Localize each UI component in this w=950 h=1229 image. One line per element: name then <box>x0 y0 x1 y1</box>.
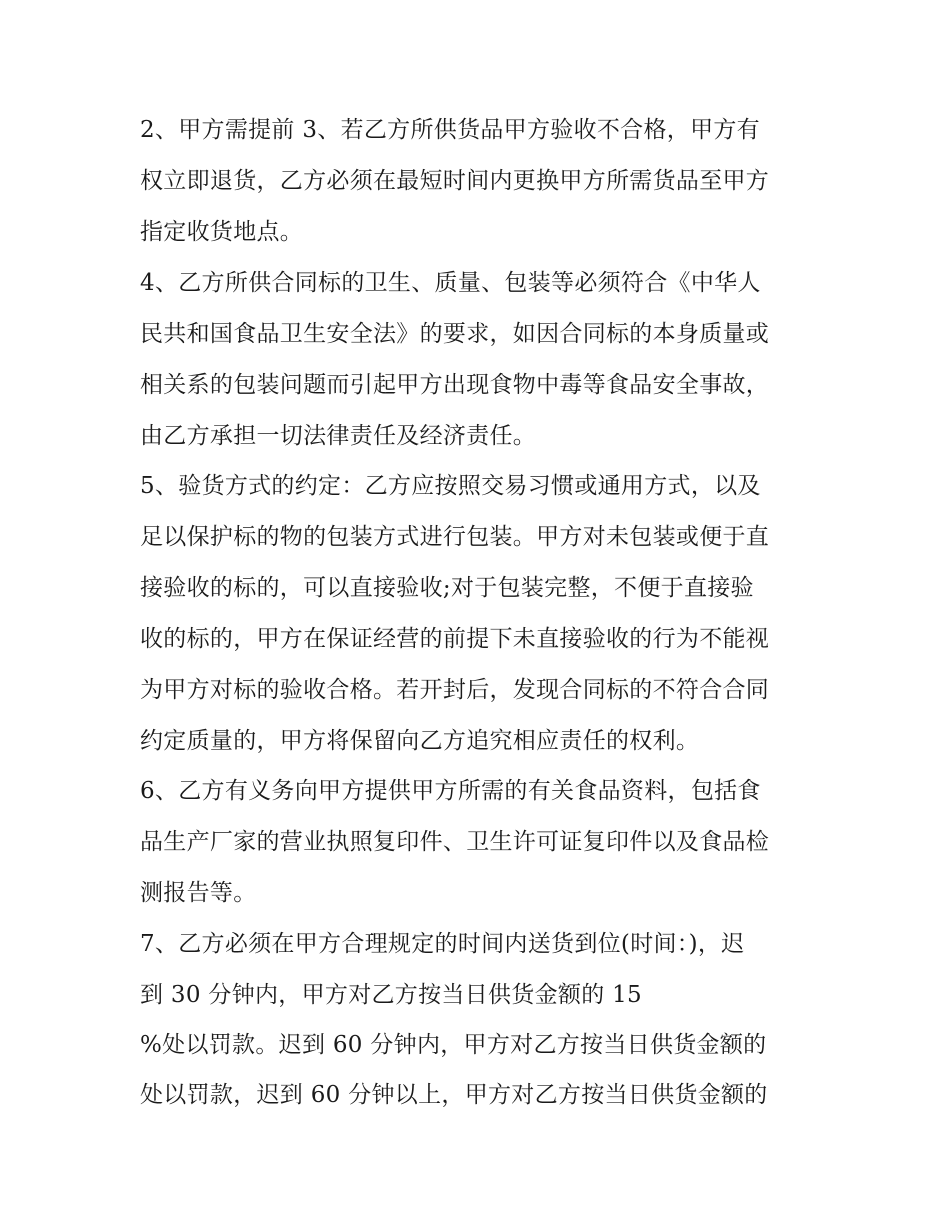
text-line: 相关系的包装问题而引起甲方出现食物中毒等食品安全事故， <box>140 372 770 398</box>
text-line: 2、甲方需提前 3、若乙方所供货品甲方验收不合格，甲方有 <box>140 117 760 143</box>
text-line: 权立即退货，乙方必须在最短时间内更换甲方所需货品至甲方 <box>140 168 770 194</box>
text-line: 5、验货方式的约定：乙方应按照交易习惯或通用方式，以及 <box>140 473 761 499</box>
text-line: 民共和国食品卫生安全法》的要求，如因合同标的本身质量或 <box>140 321 770 347</box>
text-line: 6、乙方有义务向甲方提供甲方所需的有关食品资料，包括食 <box>140 778 761 804</box>
text-line: 由乙方承担一切法律责任及经济责任。 <box>140 423 537 449</box>
text-line: 品生产厂家的营业执照复印件、卫生许可证复印件以及食品检 <box>140 829 770 855</box>
text-line: 约定质量的，甲方将保留向乙方追究相应责任的权利。 <box>140 728 700 754</box>
text-line: %处以罚款。迟到 60 分钟内，甲方对乙方按当日供货金额的 <box>140 1032 767 1058</box>
text-line: 7、乙方必须在甲方合理规定的时间内送货到位(时间：)，迟 <box>140 931 745 957</box>
text-line: 测报告等。 <box>140 880 257 906</box>
text-line: 指定收货地点。 <box>140 219 304 245</box>
text-line: 4、乙方所供合同标的卫生、质量、包装等必须符合《中华人 <box>140 270 761 296</box>
text-line: 到 30 分钟内，甲方对乙方按当日供货金额的 15 <box>140 982 642 1008</box>
text-line: 处以罚款，迟到 60 分钟以上，甲方对乙方按当日供货金额的 <box>140 1082 768 1108</box>
text-line: 为甲方对标的验收合格。若开封后，发现合同标的不符合合同 <box>140 677 770 703</box>
text-line: 足以保护标的物的包装方式进行包装。甲方对未包装或便于直 <box>140 524 770 550</box>
text-line: 收的标的，甲方在保证经营的前提下未直接验收的行为不能视 <box>140 626 770 652</box>
text-line: 接验收的标的，可以直接验收;对于包装完整，不便于直接验 <box>140 575 754 601</box>
